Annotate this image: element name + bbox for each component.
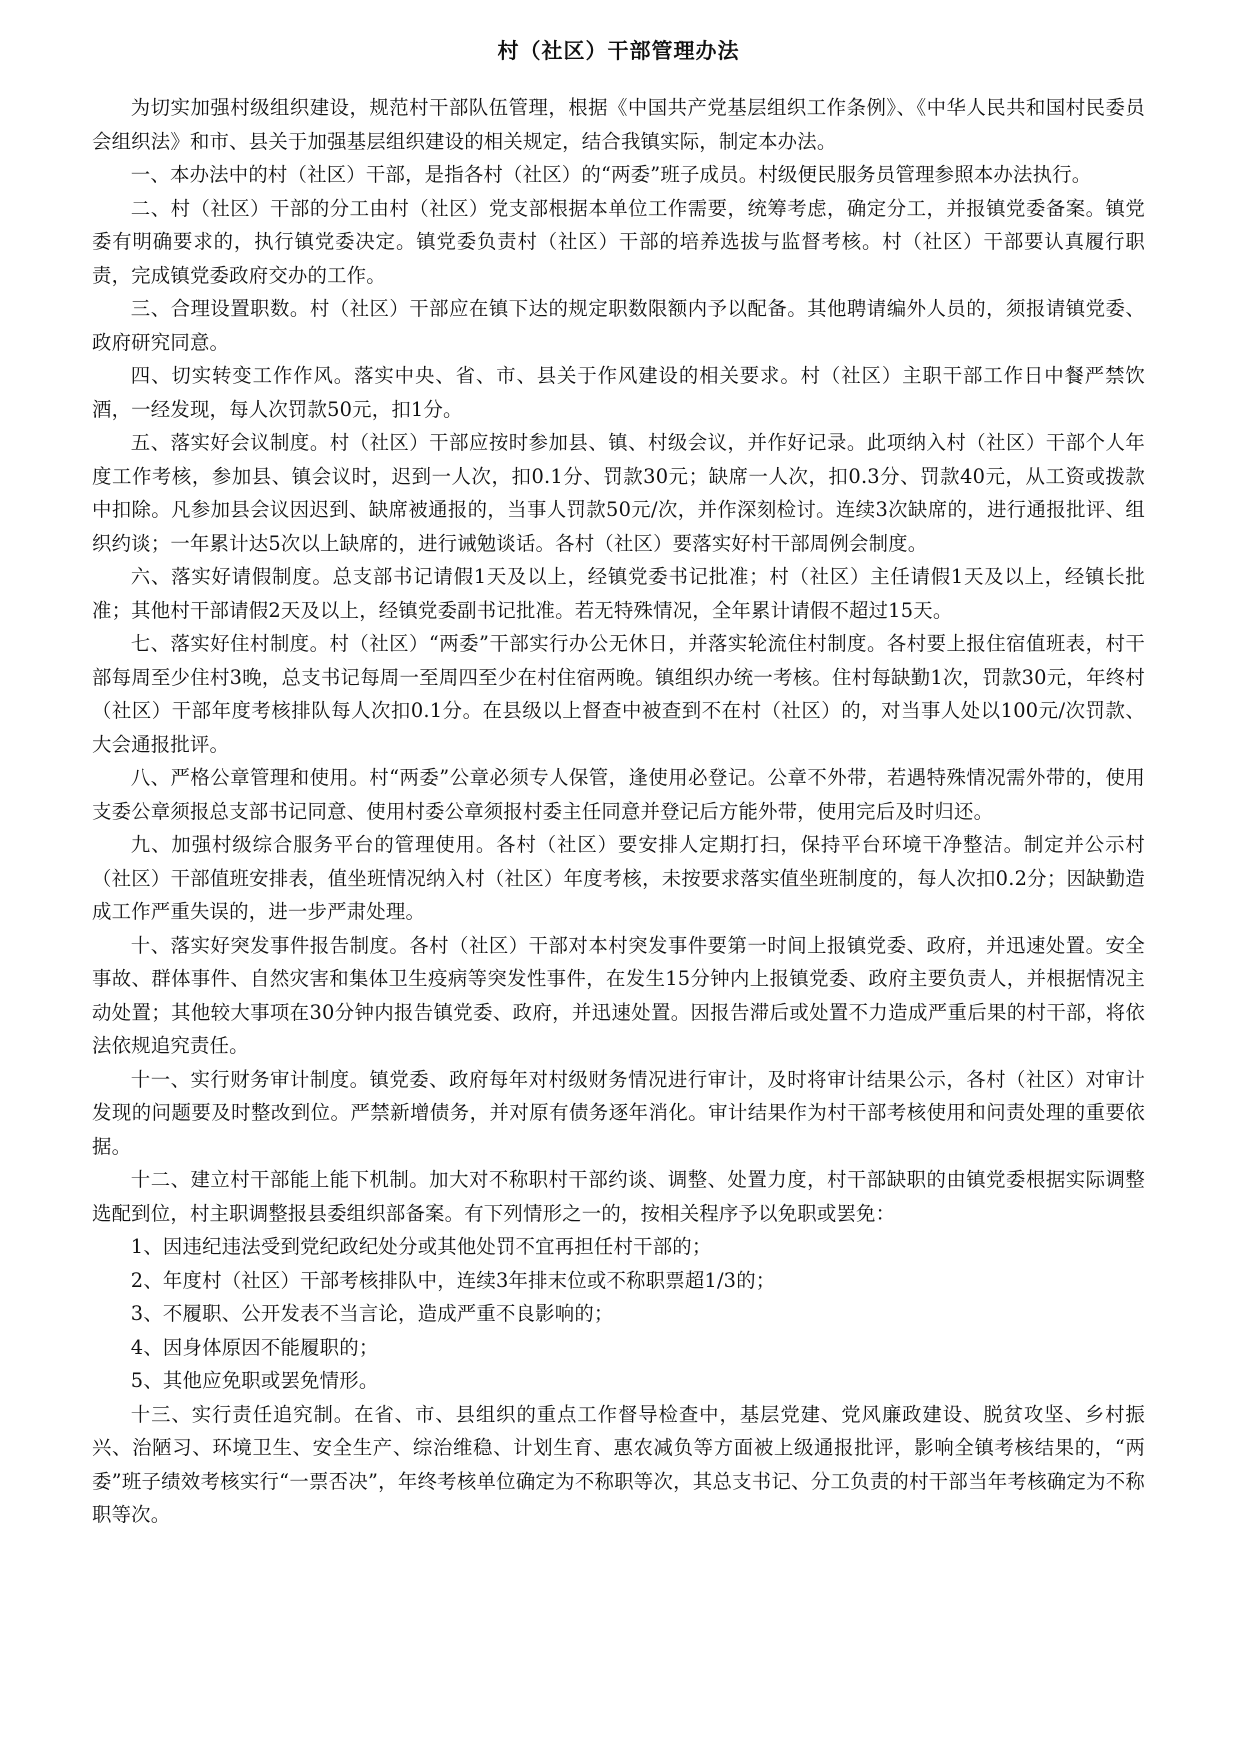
article-8: 八、严格公章管理和使用。村“两委”公章必须专人保管，逢使用必登记。公章不外带，若遇特殊情况需外带的，使用支委公章须报总支部书记同意、使用村委公章须报村委主任同意并登记后方能外带，使用完后及时归还。 — [92, 766, 1145, 823]
article-10: 十、落实好突发事件报告制度。各村（社区）干部对本村突发事件要第一时间上报镇党委、政府，并迅速处置。安全事故、群体事件、自然灾害和集体卫生疫病等突发性事件，在发生15分钟内上报镇党委、政府主要负责人，并根据情况主动处置；其他较大事项在30分钟内报告镇党委、政府，并迅速处置。因报告滞后或处置不力造成严重后果的村干部，将依法依规追究责任。 — [92, 933, 1145, 1057]
article-1: 一、本办法中的村（社区）干部，是指各村（社区）的“两委”班子成员。村级便民服务员管理参照本办法执行。 — [130, 163, 1092, 186]
article-6: 六、落实好请假制度。总支部书记请假1天及以上，经镇党委书记批准；村（社区）主任请假1天及以上，经镇长批准；其他村干部请假2天及以上，经镇党委副书记批准。若无特殊情况，全年累计请假不超过15天。 — [92, 565, 1145, 622]
list-item: 3、不履职、公开发表不当言论，造成严重不良影响的； — [130, 1302, 614, 1325]
document-title: 村（社区）干部管理办法 — [497, 38, 740, 63]
article-12: 十二、建立村干部能上能下机制。加大对不称职村干部约谈、调整、处置力度，村干部缺职的由镇党委根据实际调整选配到位，村主职调整报县委组织部备案。有下列情形之一的，按相关程序予以免职或罢免： — [92, 1168, 1145, 1225]
article-11: 十一、实行财务审计制度。镇党委、政府每年对村级财务情况进行审计，及时将审计结果公示，各村（社区）对审计发现的问题要及时整改到位。严禁新增债务，并对原有债务逐年消化。审计结果作为村干部考核使用和问责处理的重要依据。 — [92, 1067, 1145, 1158]
article-3: 三、合理设置职数。村（社区）干部应在镇下达的规定职数限额内予以配备。其他聘请编外人员的，须报请镇党委、政府研究同意。 — [92, 297, 1145, 354]
list-item: 1、因违纪违法受到党纪政纪处分或其他处罚不宜再担任村干部的； — [130, 1235, 712, 1258]
list-item: 5、其他应免职或罢免情形。 — [130, 1369, 379, 1392]
article-2: 二、村（社区）干部的分工由村（社区）党支部根据本单位工作需要，统筹考虑，确定分工，并报镇党委备案。镇党委有明确要求的，执行镇党委决定。镇党委负责村（社区）干部的培养选拔与监督考核。村（社区）干部要认真履行职责，完成镇党委政府交办的工作。 — [92, 196, 1145, 287]
article-9: 九、加强村级综合服务平台的管理使用。各村（社区）要安排人定期打扫，保持平台环境干净整洁。制定并公示村（社区）干部值班安排表，值坐班情况纳入村（社区）年度考核，未按要求落实值坐班制度的，每人次扣0.2分；因缺勤造成工作严重失误的，进一步严肃处理。 — [92, 833, 1145, 923]
article-7: 七、落实好住村制度。村（社区）“两委”干部实行办公无休日，并落实轮流住村制度。各村要上报住宿值班表，村干部每周至少住村3晚，总支书记每周一至周四至少在村住宿两晚。镇组织办统一考核。住村每缺勤1次，罚款30元，年终村（社区）干部年度考核排队每人次扣0.1分。在县级以上督查中被查到不在村（社区）的，对当事人处以100元/次罚款、大会通报批评。 — [92, 632, 1145, 756]
list-item: 4、因身体原因不能履职的； — [130, 1335, 379, 1359]
article-5: 五、落实好会议制度。村（社区）干部应按时参加县、镇、村级会议，并作好记录。此项纳入村（社区）干部个人年度工作考核，参加县、镇会议时，迟到一人次，扣0.1分、罚款30元；缺席一人次，扣0.3分、罚款40元，从工资或拨款中扣除。凡参加县会议因迟到、缺席被通报的，当事人罚款50元/次，并作深刻检讨。连续3次缺席的，进行通报批评、组织约谈；一年累计达5次以上缺席的，进行诫勉谈话。各村（社区）要落实好村干部周例会制度。 — [92, 431, 1145, 555]
list-item: 2、年度村（社区）干部考核排队中，连续3年排末位或不称职票超1/3的； — [130, 1268, 776, 1292]
intro-paragraph: 为切实加强村级组织建设，规范村干部队伍管理，根据《中国共产党基层组织工作条例》、《中华人民共和国村民委员会组织法》和市、县关于加强基层组织建设的相关规定，结合我镇实际，制定本办法。 — [92, 96, 1145, 153]
article-13: 十三、实行责任追究制。在省、市、县组织的重点工作督导检查中，基层党建、党风廉政建设、脱贫攻坚、乡村振兴、治陋习、环境卫生、安全生产、综治维稳、计划生育、惠农减负等方面被上级通报批评，影响全镇考核结果的，“两委”班子绩效考核实行“一票否决”，年终考核单位确定为不称职等次，其总支书记、分工负责的村干部当年考核确定为不称职等次。 — [92, 1402, 1145, 1526]
article-4: 四、切实转变工作作风。落实中央、省、市、县关于作风建设的相关要求。村（社区）主职干部工作日中餐严禁饮酒，一经发现，每人次罚款50元，扣1分。 — [92, 364, 1145, 421]
